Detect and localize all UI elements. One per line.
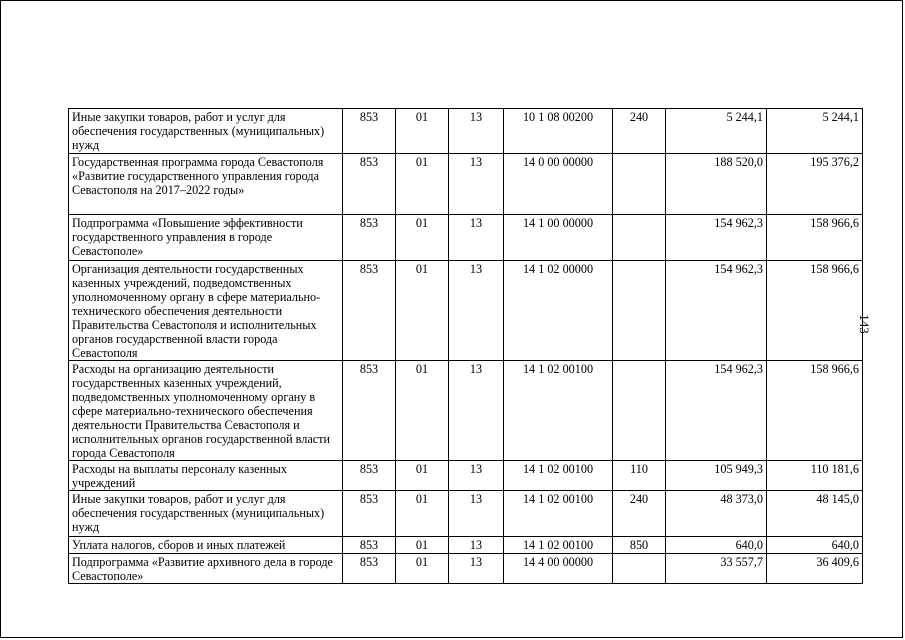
subsection-code-cell: 13 — [449, 261, 504, 361]
expense-type-cell — [613, 554, 666, 584]
amount-second-year-cell: 158 966,6 — [767, 215, 863, 261]
amount-first-year-cell: 154 962,3 — [666, 215, 767, 261]
ministry-code-cell: 853 — [343, 154, 396, 215]
target-article-cell: 14 1 00 00000 — [504, 215, 613, 261]
subsection-code-cell: 13 — [449, 154, 504, 215]
subsection-code-cell: 13 — [449, 537, 504, 554]
section-code-cell: 01 — [396, 361, 449, 461]
table-row — [69, 154, 863, 215]
amount-second-year-cell: 48 145,0 — [767, 491, 863, 537]
subsection-code-cell: 13 — [449, 215, 504, 261]
table-row — [69, 537, 863, 554]
expense-type-cell: 110 — [613, 461, 666, 491]
subsection-code-cell: 13 — [449, 461, 504, 491]
row-name-cell: Подпрограмма «Повышение эффективности государственного управления в городе Севастополе» — [69, 215, 343, 261]
expense-type-cell — [613, 154, 666, 215]
amount-second-year-cell: 158 966,6 — [767, 261, 863, 361]
table-row — [69, 361, 863, 461]
target-article-cell: 10 1 08 00200 — [504, 109, 613, 154]
subsection-code-cell: 13 — [449, 491, 504, 537]
section-code-cell: 01 — [396, 215, 449, 261]
row-name-cell: Расходы на организацию деятельности государственных казенных учреждений, подведомственных уполномоченному органу в сфере материально-технического обеспечения деятельности Правительства Севастополя и исполнительных органов государственной власти города Севастополя — [69, 361, 343, 461]
expense-type-cell: 850 — [613, 537, 666, 554]
row-name-cell: Уплата налогов, сборов и иных платежей — [69, 537, 343, 554]
page-number: 143 — [857, 314, 872, 334]
amount-first-year-cell: 154 962,3 — [666, 261, 767, 361]
ministry-code-cell: 853 — [343, 537, 396, 554]
amount-second-year-cell: 195 376,2 — [767, 154, 863, 215]
row-name-cell: Государственная программа города Севастополя «Развитие государственного управления города Севастополя на 2017–2022 годы» — [69, 154, 343, 215]
target-article-cell: 14 1 02 00100 — [504, 361, 613, 461]
table-row — [69, 109, 863, 154]
amount-second-year-cell: 5 244,1 — [767, 109, 863, 154]
table-row — [69, 491, 863, 537]
amount-second-year-cell: 640,0 — [767, 537, 863, 554]
table-row — [69, 461, 863, 491]
section-code-cell: 01 — [396, 261, 449, 361]
subsection-code-cell: 13 — [449, 109, 504, 154]
table-row — [69, 554, 863, 584]
subsection-code-cell: 13 — [449, 554, 504, 584]
ministry-code-cell: 853 — [343, 215, 396, 261]
target-article-cell: 14 1 02 00100 — [504, 537, 613, 554]
row-name-cell: Иные закупки товаров, работ и услуг для обеспечения государственных (муниципальных) нужд — [69, 109, 343, 154]
section-code-cell: 01 — [396, 154, 449, 215]
row-name-cell: Подпрограмма «Развитие архивного дела в городе Севастополе» — [69, 554, 343, 584]
row-name-cell: Организация деятельности государственных казенных учреждений, подведомственных уполномоченному органу в сфере материально-технического обеспечения деятельности Правительства Севастополя и исполнительных органов государственной власти города Севастополя — [69, 261, 343, 361]
amount-second-year-cell: 110 181,6 — [767, 461, 863, 491]
amount-first-year-cell: 48 373,0 — [666, 491, 767, 537]
ministry-code-cell: 853 — [343, 491, 396, 537]
table-row — [69, 215, 863, 261]
row-name-cell: Расходы на выплаты персоналу казенных учреждений — [69, 461, 343, 491]
amount-first-year-cell: 188 520,0 — [666, 154, 767, 215]
target-article-cell: 14 1 02 00100 — [504, 461, 613, 491]
amount-second-year-cell: 36 409,6 — [767, 554, 863, 584]
ministry-code-cell: 853 — [343, 554, 396, 584]
table-row — [69, 261, 863, 361]
row-name-cell: Иные закупки товаров, работ и услуг для обеспечения государственных (муниципальных) нужд — [69, 491, 343, 537]
section-code-cell: 01 — [396, 461, 449, 491]
expense-type-cell — [613, 361, 666, 461]
section-code-cell: 01 — [396, 109, 449, 154]
amount-first-year-cell: 33 557,7 — [666, 554, 767, 584]
table-body — [69, 109, 863, 584]
amount-first-year-cell: 5 244,1 — [666, 109, 767, 154]
section-code-cell: 01 — [396, 554, 449, 584]
expense-type-cell — [613, 215, 666, 261]
expense-type-cell — [613, 261, 666, 361]
expense-type-cell: 240 — [613, 491, 666, 537]
target-article-cell: 14 1 02 00000 — [504, 261, 613, 361]
target-article-cell: 14 4 00 00000 — [504, 554, 613, 584]
section-code-cell: 01 — [396, 537, 449, 554]
ministry-code-cell: 853 — [343, 361, 396, 461]
ministry-code-cell: 853 — [343, 461, 396, 491]
ministry-code-cell: 853 — [343, 261, 396, 361]
subsection-code-cell: 13 — [449, 361, 504, 461]
section-code-cell: 01 — [396, 491, 449, 537]
amount-second-year-cell: 158 966,6 — [767, 361, 863, 461]
target-article-cell: 14 1 02 00100 — [504, 491, 613, 537]
ministry-code-cell: 853 — [343, 109, 396, 154]
amount-first-year-cell: 640,0 — [666, 537, 767, 554]
target-article-cell: 14 0 00 00000 — [504, 154, 613, 215]
amount-first-year-cell: 105 949,3 — [666, 461, 767, 491]
expense-type-cell: 240 — [613, 109, 666, 154]
amount-first-year-cell: 154 962,3 — [666, 361, 767, 461]
budget-table — [68, 108, 863, 584]
